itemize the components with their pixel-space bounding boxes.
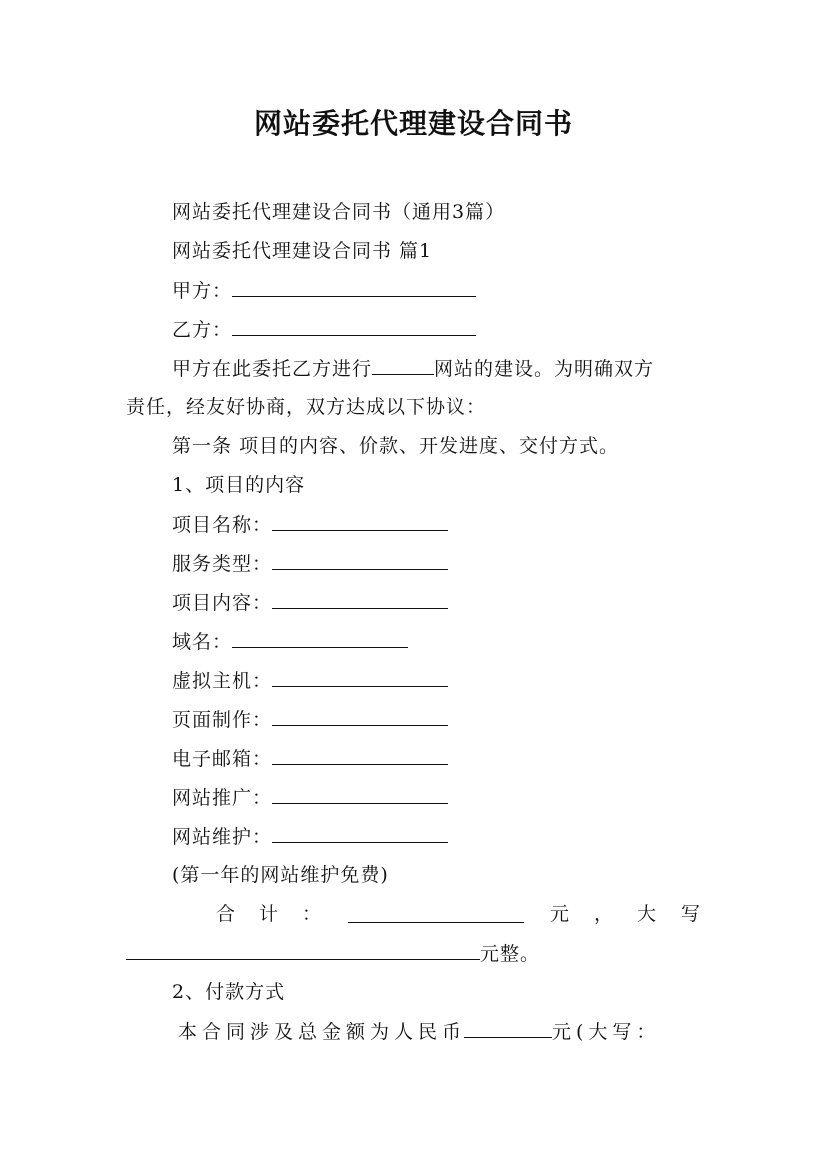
total-amount-blank [348, 904, 524, 923]
payment-amount-blank [464, 1019, 552, 1038]
total-uppercase-line [126, 941, 540, 966]
total-line [0, 902, 827, 926]
field-blank [272, 707, 448, 726]
field-label: 虚拟主机： [172, 670, 273, 692]
field-service-type [172, 551, 448, 576]
field-promotion [172, 785, 448, 810]
intro-text-b: 网站的建设。为明确双方 [434, 358, 655, 380]
total-char-xie: 写 [681, 903, 701, 925]
party-b-blank [232, 317, 476, 336]
field-page-design [172, 707, 448, 732]
field-blank [272, 746, 448, 765]
party-a-label: 甲方： [172, 280, 233, 302]
subsection-2-heading: 2、付款方式 [172, 981, 286, 1003]
field-project-content [172, 590, 448, 615]
party-b-label: 乙方： [172, 319, 233, 341]
total-uppercase-blank [126, 941, 480, 960]
field-label: 域名： [172, 631, 233, 653]
field-label: 项目名称： [172, 514, 273, 536]
intro-line-2: 责任，经友好协商，双方达成以下协议： [126, 396, 487, 418]
total-colon: ： [302, 903, 322, 925]
field-blank [272, 551, 448, 570]
intro-text-a: 甲方在此委托乙方进行 [172, 358, 373, 380]
field-blank [272, 590, 448, 609]
party-b-line [172, 317, 476, 342]
total-end-text: 元整。 [480, 943, 541, 965]
field-label: 网站维护： [172, 826, 273, 848]
payment-text-a: 本合同涉及总金额为人民币 [178, 1021, 467, 1043]
section-heading: 网站委托代理建设合同书 篇1 [172, 240, 433, 262]
field-label: 网站推广： [172, 787, 273, 809]
total-comma: ， [594, 903, 614, 925]
field-label: 电子邮箱： [172, 748, 273, 770]
field-label: 页面制作： [172, 709, 273, 731]
subsection-1-heading: 1、项目的内容 [172, 474, 306, 496]
payment-text-b: 元(大写： [552, 1021, 661, 1043]
maintenance-note: (第一年的网站维护免费) [172, 864, 389, 886]
field-maintenance [172, 824, 448, 849]
field-blank [272, 785, 448, 804]
subtitle-line: 网站委托代理建设合同书（通用3篇） [172, 201, 506, 223]
field-domain [172, 629, 408, 654]
field-virtual-host [172, 668, 448, 693]
website-name-blank [372, 356, 434, 375]
field-label: 项目内容： [172, 592, 273, 614]
field-project-name [172, 512, 448, 537]
field-blank [272, 512, 448, 531]
intro-line-1 [172, 356, 654, 381]
total-char-da: 大 [637, 903, 657, 925]
total-char-ji: 计 [259, 903, 279, 925]
field-blank [232, 629, 408, 648]
field-blank [272, 824, 448, 843]
article-1-heading: 第一条 项目的内容、价款、开发进度、交付方式。 [172, 435, 620, 457]
party-a-line [172, 278, 476, 303]
field-email [172, 746, 448, 771]
document-title: 网站委托代理建设合同书 [253, 107, 573, 140]
total-yuan: 元 [550, 903, 570, 925]
field-blank [272, 668, 448, 687]
field-label: 服务类型： [172, 553, 273, 575]
payment-line [178, 1019, 660, 1044]
party-a-blank [232, 278, 476, 297]
total-char-he: 合 [216, 903, 236, 925]
